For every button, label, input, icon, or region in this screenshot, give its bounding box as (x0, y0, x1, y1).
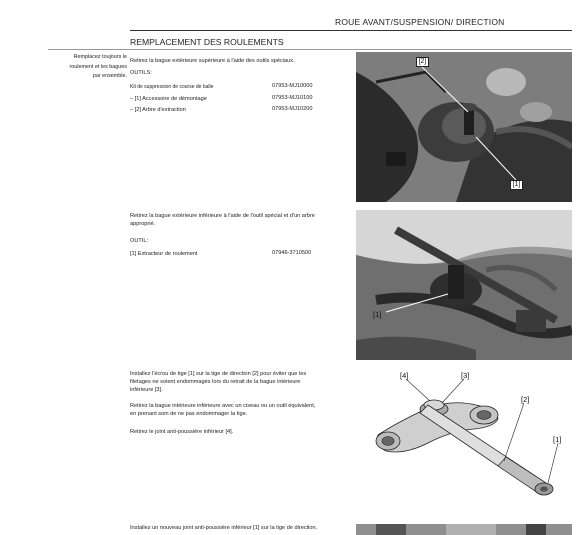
callout-label: [1] (510, 180, 523, 190)
section-title: REMPLACEMENT DES ROULEMENTS (130, 37, 284, 47)
tool-part-number: 07953-MJ10100 (272, 95, 313, 101)
tool-name: – [1] Accessoire de démontage (130, 96, 207, 102)
photo-upper-race-removal (356, 52, 572, 202)
step4-text: Installez un nouveau joint anti-poussière inférieur [1] sur la tige de direction. (130, 525, 318, 531)
step3-text: filetages ne soient endommagés lors du retrait de la bague intérieure (130, 379, 301, 385)
callout-label: [3] (461, 371, 470, 380)
step3-text: en prenant soin de ne pas endommager la tige. (130, 411, 248, 417)
step2-text: Retirez la bague extérieure inférieure à l'aide de l'outil spécial et d'un arbre (130, 213, 315, 219)
tool-part-number: 07953-MJ10000 (272, 83, 313, 89)
illustration-steering-stem (356, 365, 572, 520)
photo-lower-race-removal (356, 210, 572, 360)
step3-text: Installez l'écrou de tige [1] sur la tige de direction [2] pour éviter que les (130, 371, 307, 377)
margin-note-line: Remplacez toujours le (73, 54, 127, 60)
step2-tool-label: OUTIL: (130, 238, 149, 244)
callout-label: [1] (373, 310, 382, 319)
step1-text: Retirez la bague extérieure supérieure à l'aide des outils spéciaux. (130, 58, 295, 64)
margin-note-line: par ensemble. (92, 73, 127, 79)
callout-label: [4] (400, 371, 409, 380)
tool-part-number: 07946-3710500 (272, 250, 312, 256)
tool-name: – [2] Arbre d'extraction (130, 107, 186, 113)
header-rule (130, 30, 572, 31)
tool-name: Kit de suppression de course de balle (130, 84, 214, 90)
tool-name: [1] Extracteur de roulement (130, 251, 198, 257)
step3-text: Retirez le joint anti-poussière inférieur [4]. (130, 429, 234, 435)
page-header-title: ROUE AVANT/SUSPENSION/ DIRECTION (335, 17, 505, 27)
callout-label: [2] (416, 57, 429, 67)
margin-note-line: roulement et les bagues (69, 63, 127, 70)
margin-note (48, 53, 127, 82)
callout-label: [1] (553, 435, 562, 444)
tool-part-number: 07953-MJ10200 (272, 106, 313, 112)
callout-label: [2] (521, 395, 530, 404)
step1-tools-label: OUTILS: (130, 70, 152, 76)
step2-text: approprié. (130, 221, 156, 227)
step3-text: Retirez la bague intérieure inférieure avec un ciseau ou un outil équivalent, (130, 403, 316, 409)
step3-text: inférieure [3]. (130, 387, 163, 393)
section-rule (48, 49, 572, 50)
photo-dust-seal-install (356, 524, 572, 535)
